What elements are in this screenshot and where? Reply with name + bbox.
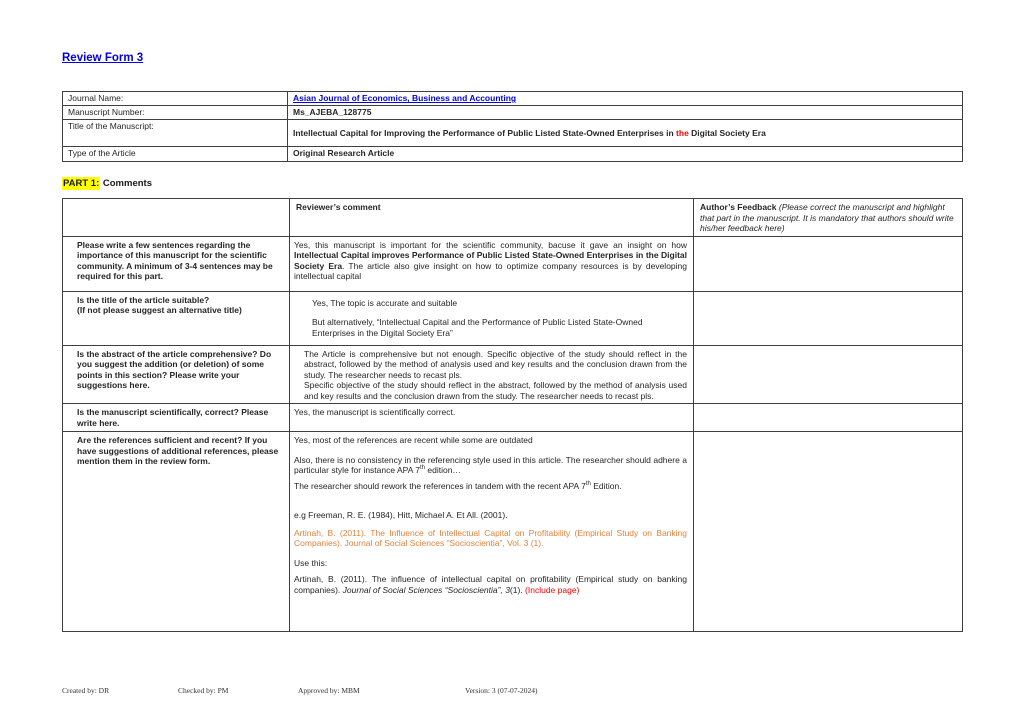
- comments-table: [62, 198, 963, 632]
- corrected-reference: Artinah, B. (2011). The influence of intellectual capital on profitability (Empirical study on banking companies). Journal of Social Sciences “Socioscientia”, 3(1). (Include page): [294, 574, 687, 595]
- feedback-references[interactable]: [694, 432, 963, 632]
- manuscript-title-row: [63, 120, 963, 147]
- row-importance: [63, 236, 963, 291]
- journal-name-link[interactable]: Asian Journal of Economics, Business and Accounting: [293, 93, 517, 103]
- manuscript-title-label: Title of the Manuscript:: [63, 120, 288, 147]
- orange-reference: Artinah, B. (2011). The Influence of Intellectual Capital on Profitability (Empirical Study on Banking Companies). Journal of Social Sciences “Socioscientia”, Vol. 3 (1).: [294, 527, 687, 548]
- document-footer: [0, 686, 1024, 700]
- feedback-scientific[interactable]: [694, 404, 963, 432]
- part1-badge: PART 1:: [63, 178, 100, 189]
- manuscript-number-value: Ms_AJEBA_128775: [288, 106, 963, 120]
- question-importance: Please write a few sentences regarding the importance of this manuscript for the scientific community. A minimum of 3-4 sentences may be required for this part.: [63, 236, 290, 291]
- feedback-importance[interactable]: [694, 236, 963, 291]
- article-type-label: Type of the Article: [63, 147, 288, 162]
- manuscript-number-label: Manuscript Number:: [63, 106, 288, 120]
- answer-importance: Yes, this manuscript is important for the scientific community, bacuse it gave an insight on how Intellectual Capital improves Performance of Public Listed State-Owned Enterprises in the Digital Society Era. The article also give insight on how to optimize company resources is by developing intellectual capital: [290, 236, 694, 291]
- answer-title-suitable: Yes, The topic is accurate and suitable But alternatively, “Intellectual Capital and the Performance of Public Listed State-Owned Enterprises in the Digital Society Era”: [290, 291, 694, 345]
- feedback-abstract[interactable]: [694, 345, 963, 404]
- answer-references: Yes, most of the references are recent while some are outdated Also, there is no consistency in the referencing style used in this article. The researcher should adhere a particular style for instance APA 7th edition… The researcher should rework the references in tandem with the recent APA 7th Edition. e.g Freeman, R. E. (1984), Hitt, Michael A. Et All. (2001). Artinah, B. (2011). The Influence of Intellectual Capital on Profitability (Empirical Study on Banking Companies). Journal of Social Sciences “Socioscientia”, Vol. 3 (1). Use this: Artinah, B. (2011). The influence of intellectual capital on profitability (Empirical study on banking companies). Journal of Social Sciences “Socioscientia”, 3(1). (Include page): [290, 432, 694, 632]
- highlighted-word-the: the: [676, 127, 689, 138]
- footer-created-by: Created by: DR: [62, 686, 110, 695]
- article-type-row: [63, 147, 963, 162]
- question-abstract: Is the abstract of the article comprehensive? Do you suggest the addition (or deletion) of some points in this section? Please write your suggestions here.: [63, 345, 290, 404]
- answer-scientific: Yes, the manuscript is scientifically correct.: [290, 404, 694, 432]
- manuscript-title-value: Intellectual Capital for Improving the Performance of Public Listed State-Owned Enterprises in the Digital Society Era: [288, 120, 963, 147]
- example-reference: e.g Freeman, R. E. (1984), Hitt, Michael A. Et All. (2001).: [294, 510, 508, 520]
- reviewer-comment-header: Reviewer’s comment: [290, 199, 694, 237]
- author-feedback-note: (Please correct the manuscript and highlight that part in the manuscript. It is mandatory that authors should write his/her feedback here): [700, 202, 954, 233]
- comments-header-row: [63, 199, 963, 237]
- manuscript-number-row: [63, 106, 963, 120]
- row-title-suitable: [63, 291, 963, 345]
- answer-abstract: The Article is comprehensive but not enough. Specific objective of the study should reflect in the abstract, followed by the method of analysis used and key results and the conclusion drawn from the study. The researcher needs to recast pls. Specific objective of the study should reflect in the abstract, followed by the method of analysis used and key results and the conclusion drawn from the study. The researcher needs to recast pls.: [290, 345, 694, 404]
- row-scientific: [63, 404, 963, 432]
- manuscript-info-table: [62, 91, 963, 162]
- footer-version: Version: 3 (07-07-2024): [465, 686, 538, 695]
- question-scientific: Is the manuscript scientifically, correct? Please write here.: [63, 404, 290, 432]
- author-feedback-header: Author’s Feedback (Please correct the manuscript and highlight that part in the manuscript. It is mandatory that authors should write his/her feedback here): [694, 199, 963, 237]
- journal-name-row: [63, 92, 963, 106]
- journal-name-label: Journal Name:: [63, 92, 288, 106]
- include-page-note: (Include page): [525, 584, 580, 595]
- feedback-title-suitable[interactable]: [694, 291, 963, 345]
- footer-approved-by: Approved by: MBM: [298, 686, 360, 695]
- row-references: [63, 432, 963, 632]
- footer-checked-by: Checked by: PM: [178, 686, 229, 695]
- header-empty-cell: [63, 199, 290, 237]
- row-abstract: [63, 345, 963, 404]
- part1-heading-label: Comments: [100, 178, 152, 189]
- question-references: Are the references sufficient and recent? If you have suggestions of additional references, please mention them in the review form.: [63, 432, 290, 632]
- question-title-suitable: Is the title of the article suitable? (If not please suggest an alternative title): [63, 291, 290, 345]
- article-type-value: Original Research Article: [288, 147, 963, 162]
- page-title: Review Form 3: [62, 52, 144, 64]
- part1-heading: [62, 178, 152, 189]
